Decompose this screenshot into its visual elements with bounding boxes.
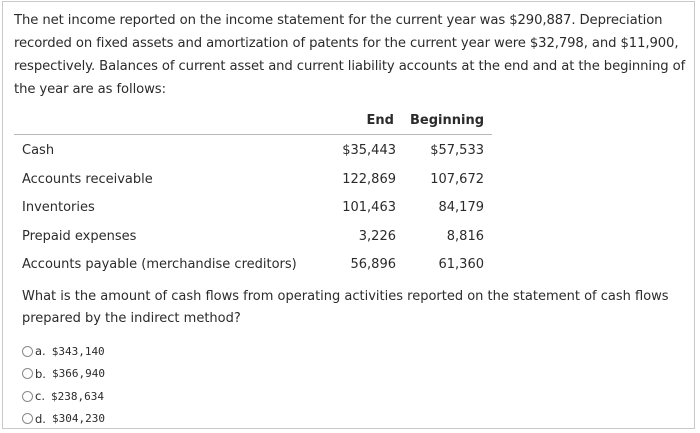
radio-button-icon[interactable] xyxy=(22,346,33,357)
option-value: $304,230 xyxy=(51,412,105,426)
header-divider xyxy=(14,134,492,135)
table-row xyxy=(14,229,492,258)
row-beginning-value: 84,179 xyxy=(438,200,484,215)
option-letter: b. xyxy=(35,366,46,381)
row-end-value: $35,443 xyxy=(342,143,396,158)
column-header-end: End xyxy=(366,113,394,128)
row-end-value: 56,896 xyxy=(350,257,396,272)
row-end-value: 101,463 xyxy=(342,200,396,215)
intro-paragraph: The net income reported on the income statement for the current year was $290,887. Depreciation recorded on fixed assets and amortization of patents for the current year were $32,798, and $11,900, respectively. Balances of current asset and current liability accounts at the end and at the beginning of the year are as follows: xyxy=(14,13,686,97)
radio-button-icon[interactable] xyxy=(22,413,33,424)
radio-button-icon[interactable] xyxy=(22,368,33,379)
option-value: $343,140 xyxy=(51,344,105,358)
row-end-value: 3,226 xyxy=(358,228,396,244)
option-letter: c. xyxy=(35,389,45,404)
table-header xyxy=(14,113,492,135)
option-c[interactable] xyxy=(22,385,105,408)
option-letter: a. xyxy=(35,344,46,359)
table-row xyxy=(14,172,492,201)
option-d[interactable] xyxy=(22,408,105,431)
option-value: $366,940 xyxy=(51,367,105,381)
table-row xyxy=(14,257,492,286)
row-label: Prepaid expenses xyxy=(22,228,137,244)
option-b[interactable] xyxy=(22,363,105,386)
table-row xyxy=(14,200,492,229)
row-beginning-value: 8,816 xyxy=(446,228,484,244)
column-header-beginning: Beginning xyxy=(409,113,484,128)
row-beginning-value: $57,533 xyxy=(430,143,484,158)
option-value: $238,634 xyxy=(50,389,104,403)
row-end-value: 122,869 xyxy=(342,171,396,187)
question-text: What is the amount of cash flows from operating activities reported on the statement of cash flows prepared by the indirect method? xyxy=(22,289,669,326)
row-beginning-value: 107,672 xyxy=(430,171,484,187)
row-label: Accounts receivable xyxy=(22,171,153,187)
row-label: Cash xyxy=(22,143,55,158)
table-body xyxy=(14,143,492,286)
option-a[interactable] xyxy=(22,340,105,363)
table-row xyxy=(14,143,492,172)
answer-options xyxy=(22,340,105,430)
option-letter: d. xyxy=(35,411,46,426)
radio-button-icon[interactable] xyxy=(22,391,33,402)
row-label: Accounts payable (merchandise creditors) xyxy=(22,257,297,272)
row-label: Inventories xyxy=(22,200,95,215)
row-beginning-value: 61,360 xyxy=(438,257,484,272)
